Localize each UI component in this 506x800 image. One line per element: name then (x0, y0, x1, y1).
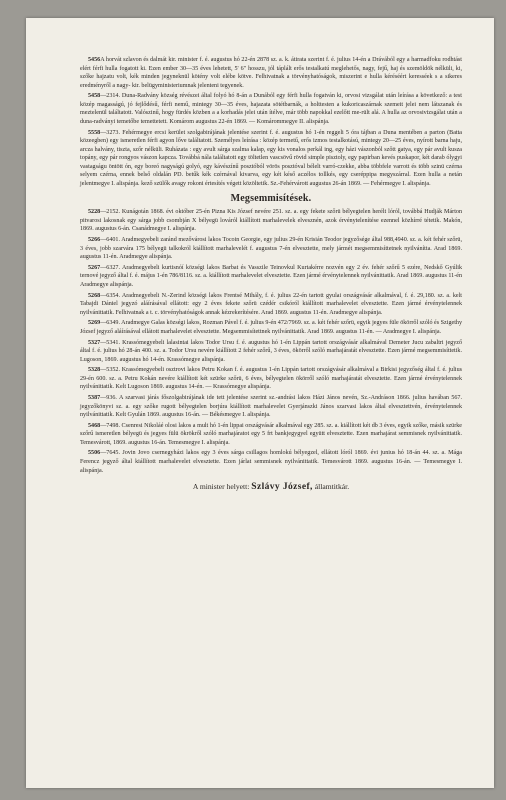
entry-number: 5268 (88, 292, 101, 299)
entry-text: —5352. Krassómegyebeli osztrovi lakos Petru Kokan f. é. augustus 1-én Lippán tartott országvásár alkalmával a Birkisi jegyzőség által f. é. julius 29-én 600. sz. a. Petru Kokán nevére kiállított két szürke szőrü, 6 éves, bélyegtelen ökörről szóló marhajáratát elvesztette. Ezen jármé érvénytelennek nyilvánittatik. Kelt Lugoson 1869. augustus 14-én. — Krassómegye alispánja. (80, 367, 462, 391)
notices-list (80, 56, 462, 188)
notice-entry (80, 422, 462, 448)
notice-entry (80, 394, 462, 420)
entry-number: 5269 (88, 320, 101, 327)
notice-entry (80, 449, 462, 475)
signature-prefix: A minister helyett: (192, 482, 250, 492)
annulments-list (80, 208, 462, 475)
entry-number: 5328 (88, 367, 101, 374)
signature-name: Szlávy József, (251, 482, 313, 493)
entry-number: 5387 (88, 394, 101, 401)
entry-number: 5327 (88, 339, 101, 346)
entry-text: —5341. Krassómegyebeli lalasintai lakos Todor Ursu f. é. augustus hó 1-én Lippán tartott országvásár alkalmával Demeter Jucu zabaltri jegyző által f. é. julius hó 28-án 400. sz. a. Todor Ursu nevére kiállított 2 fehér szőrű, 3 éves, ökörről szóló marhajáratát elvesztette. Ezen jármé megsemmisíttetik. Lugoson, 1869. augustus hó 14-én. Krassómegye alispánja. (80, 339, 462, 363)
entry-text: —7645. Jovin Jovo csernegyházi lakos egy 3 éves sárga csillagos homlokú bélyegzel, ellátott lóról 1869. évi junius hó 18-án 44. sz. a. Mága Ferencz jegyző által kiállított marhalevelet elvesztette. Ezen járlat semmisnek nyilvánittatik. Temesvárott 1869. augustus 16-án. — Temesmegye I. alispánja. (80, 450, 462, 474)
entry-text: —2152. Kunágotán 1868. évi október 25-én Pizna Kis József nevére 251. sz. a. egy fekete szőrü bélyegtelen herélt lóról, továbbá Hudják Márton pitvarosi lakosnak egy sárga jobb csombján X bélyegü lováról kiállított marhalevelek elvesznén, azok érvénytelenítése ezennel közhírré tétetik. Makón, 1869. augustus 6-án. Csanádmegye I. alispánja. (80, 209, 462, 233)
entry-number: 5267 (88, 264, 101, 271)
document-body (80, 56, 462, 493)
entry-text: —2314. Duna-Radvány község révészei által folyó hó 8-án a Dunából egy férfi hulla fogatván ki, orvosi vizsgálat után leírása a következő: a test közép magasságú, jó fejlődésű, férfi nemű, mintegy 30—35 éves, hajazata sötétbarnák, a holttesten a kukoricaszárnak szemeit jelei nem látszanak és meztelenül találtatott. Valószinű, hogy fürdés közben a a korhadás jelei után ítélve, már több napokkal ezelőtt me-rült alá. A hulla az orvosivizsgálat után a duna-radványi temetőbe temettetett. Komárom augustus 22-én 1869. — Komárommegye II. alispánja. (80, 93, 462, 125)
entry-text: —6354. Aradmegyebeli N.-Zerind községi lakos Frentsé Mihály, f. é. julius 22-én tartott gyulai országvásár alkalmával, f. é. 29,180. sz. a. kelt Tabajdi Dániel jegyzó aláírásával ellátott: egy 2 éves fekete szőrü czédér csikóról kiállított marhalevelet elvesztette. Ezen jármé érvénytelennek nyilvánittatik. Felhivatnak a t. c. törvényhatóságok annak kézrekerítésére. Arad 1869. augustus 11-én. Aradmegye alispánja. (80, 292, 462, 316)
notice-entry (80, 292, 462, 318)
signature-suffix: államtitkár. (314, 482, 350, 492)
entry-number: 5506 (88, 450, 101, 457)
entry-number: 5558 (88, 129, 101, 136)
notice-entry (80, 339, 462, 365)
entry-text: —6327. Aradmegyebeli kurtisnóí községi lakos Barbat és Vasszile Teinovkul Kurtakérre nozvén egy 2 év. fehér szőrű 5 ezére, Nedskő Gyúlik ternové jegyző által f. é. május 1-én 786/8116. sz. a. kiállított marhalevelet elvesztette. Ezen jármé érvénytelennek nyilvánittatik. Arad 1869. augustus 11-én Aradmegye alispánja. (80, 264, 462, 288)
notice-entry (80, 319, 462, 336)
document-page (26, 18, 494, 788)
entry-number: 5456 (88, 57, 101, 63)
entry-text: —6349. Aradmegye Galas községi lakos, Rozman Pável f. é. julius 9-én 472/7969. sz. a. két fehér szőrü, egyik jegyes füle ökörről szóló és Szigethy József jegyző aláírásával ellátott marhalevelet elvesztette. Megsemmisítettnek nyilvánittatik. Arad 1869. augustus 11-én. — Aradmegye I. alispánja. (80, 320, 462, 335)
section-heading: Megsemmisítések. (230, 193, 312, 205)
notice-entry (80, 208, 462, 234)
notice-entry (80, 129, 462, 189)
notice-entry (80, 92, 462, 126)
entry-text: —936. A szarvasi járás főszolgabirájának ide tett jelentése szerint sz.-andrási lakos Házi János nevén, Sz.-Andráson 1866. julius havában 567. jegyzőkönyvi sz. a. egy szőke rugott bélyegtelen borjúra kiállított marhalevelet Gyerjánszki János szarvasi lakos által elvesztettvén, érvénytelennek nyilvánittatik. Kelt Gyulán 1869. augustus 16-án. — Békésmegye I. alispánja. (80, 394, 462, 419)
notice-entry (80, 236, 462, 262)
entry-number: 5458 (88, 93, 101, 100)
entry-text: A horvát szlavon és dalmát kir. minister f. é. augustus hó 22-én 2878 sz. a. k. átirata szerint f. é. julius 14-én a Drávából egy a harmadfoku rodhtást elért férfi hulla fogatott ki. Ezen ember 30—35 éves lehetett, 5' 6" hosszu, jól táplált erős testalkatú meglehetős, nagy, fejű, haj és szemöldök nélküli, ki, szőke hajzatu volt, kék minden jegyneknül kötény volt elébe kötve. Felhivatnak a törvényhatóságok, miszerint e hulla kéréséért keresséek s a sikeres eredményről a nagy- kir. belügyministeriumnak jelenteni tegyenek. (80, 57, 462, 89)
notice-entry (80, 56, 462, 90)
entry-text: —3273. Fehérmegye ercsi kerület szolgabirájának jelentése szerint f. é. augustus hó 1-én reggeli 5 óra tájban a Duna mentében a parton (Batta közeegben) egy ismeretlen férfi agyon lőve találtatott. Személyes leírása : közép termetű, erős izmos testalkotású, mintegy 20—25 éves, nyírott barna haju, arcza halvány, tiszta, szőr nélküli. Ruházata : egy avult sárga szalma kalap, egy kis vonalos perkál ing, egy házi vászonból szőtt gatya, egy pár avult kusza topány, egy pár rongyos vászon kapcza. Továbbá nála találtatott egy töltetlen vascsövű rövid simple pisztoly, egy papirban kevés puskapor, két darab ólygyi vastagságu öntött ón, egy boreó nagyságú golyó, egy kávészínű posztóból vörös posztóval bélelt varró-czekke, abba többfele varrott és több szinü czérna selyem czérna, ennek belső oldalán PD. betűk kék czérnával kivarva, egy két késő aczélos tollkés, egy cseréppipa megyszárral. Ezen hulla a netán jelentmegye I. alispánja. kező szülők avagy rokoni értesítés végett közöltetik. Sz.-Fehérvárott augustus 26-án 1869. — Fehérmegye I. alispánja. (80, 129, 462, 187)
notice-entry (80, 264, 462, 290)
entry-number: 5266 (88, 237, 101, 244)
entry-text: —7498. Csenresi Nikoláé olosi lakos a mult hó 1-én lippai országvásár alkalmával egy 285. sz. a. kiállított két db 3 éves, egyik szőke, másik szürke szőrű ismeretlen bélyegü és jegyes fülü ökrökről szóló marhajáratot egy 5 frt bankjegygyel együtt elvesztette. Ezen marhajárat semmisnek nyilvánittatik. Temesvárott, 1869. augustus 16-án. Temesmegye I. alispánja. (80, 422, 462, 446)
entry-number: 5228 (88, 209, 101, 216)
notice-entry (80, 366, 462, 392)
signature-line (80, 481, 462, 493)
entry-number: 5468 (88, 422, 101, 429)
entry-text: —6401. Aradmegyebeli zaránd mezővárosi lakos Tocoin Georgie, egy julius 29-én Krisián Teodor jegyzősége által 988,4940. sz. a. két fehér szőrü, 3 éves, jobb szarvára 175 bélyegü talkokról kiállított marhalevelét f. augustus 7-én elvesztette, mely jármét megsemmisíttetnek nyilvánítta. Arad 1869. augustus 11-én. Aradmegye alispánja. (80, 237, 462, 261)
